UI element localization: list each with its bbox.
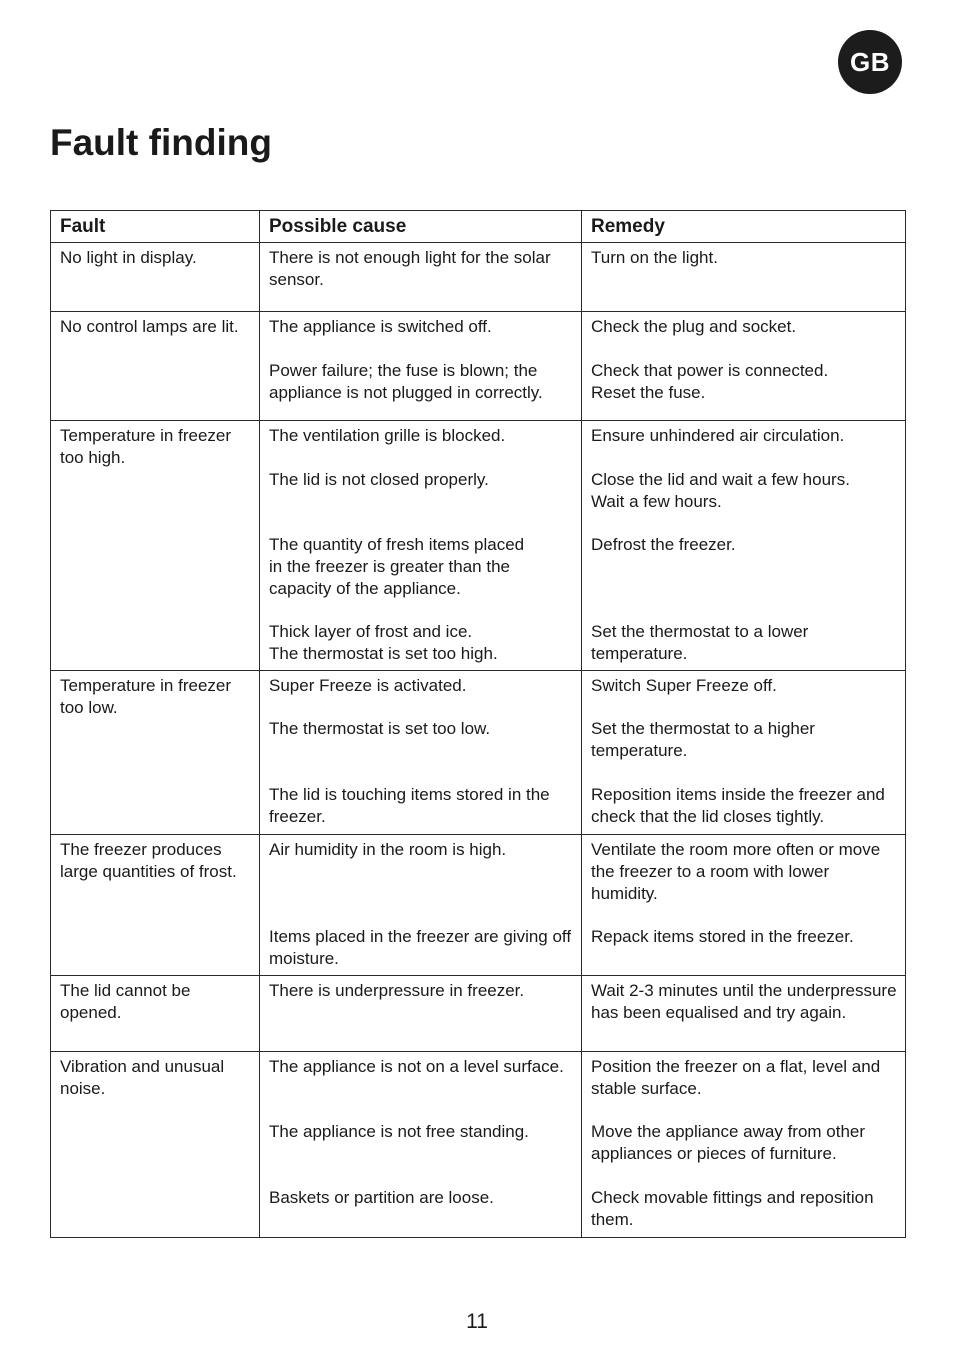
- cause-text: The lid is not closed properly.: [269, 470, 489, 489]
- fault-text: No light in display.: [60, 248, 197, 267]
- remedy-text: Repack items stored in the freezer.: [591, 927, 854, 946]
- cause-text: Items placed in the freezer are giving off moisture.: [269, 927, 572, 968]
- table-row: [51, 976, 906, 1052]
- cause-text: The ventilation grille is blocked.: [269, 426, 506, 445]
- cause-text: The appliance is not free standing.: [269, 1122, 529, 1141]
- cause-text: The thermostat is set too low.: [269, 719, 491, 738]
- cause-text: The appliance is not on a level surface.: [269, 1057, 564, 1076]
- header-possible-cause: Possible cause: [260, 211, 582, 243]
- remedy-text: Set the thermostat to a lower temperature.: [591, 622, 809, 663]
- remedy-cell: [582, 312, 906, 421]
- remedy-text: Check movable fittings and reposition them.: [591, 1188, 874, 1229]
- fault-cell: [51, 976, 260, 1052]
- cause-cell: [260, 312, 582, 421]
- cause-cell: [260, 671, 582, 835]
- cause-text: Baskets or partition are loose.: [269, 1188, 494, 1207]
- cause-cell: [260, 976, 582, 1052]
- cause-cell: [260, 1052, 582, 1238]
- remedy-text: Reposition items inside the freezer and check that the lid closes tightly.: [591, 785, 885, 826]
- cause-text: Thick layer of frost and ice. The thermostat is set too high.: [269, 622, 498, 663]
- cause-text: Air humidity in the room is high.: [269, 840, 507, 859]
- fault-text: No control lamps are lit.: [60, 317, 239, 336]
- fault-cell: [51, 421, 260, 671]
- fault-text: Vibration and unusual noise.: [60, 1057, 225, 1098]
- remedy-text: Move the appliance away from other appliances or pieces of furniture.: [591, 1122, 866, 1163]
- cause-text: There is underpressure in freezer.: [269, 981, 525, 1000]
- remedy-cell: [582, 1052, 906, 1238]
- table-body: [51, 243, 906, 1238]
- table-row: [51, 835, 906, 976]
- header-fault: Fault: [51, 211, 260, 243]
- cause-text: The quantity of fresh items placed in the freezer is greater than the capacity of the appliance.: [269, 535, 525, 598]
- remedy-text: Ensure unhindered air circulation.: [591, 426, 845, 445]
- remedy-text: Close the lid and wait a few hours. Wait a few hours.: [591, 470, 850, 511]
- table-row: [51, 421, 906, 671]
- table-row: [51, 1052, 906, 1238]
- remedy-text: Position the freezer on a flat, level and stable surface.: [591, 1057, 881, 1098]
- cause-cell: [260, 835, 582, 976]
- remedy-cell: [582, 671, 906, 835]
- fault-cell: [51, 243, 260, 312]
- remedy-text: Wait 2-3 minutes until the underpressure has been equalised and try again.: [591, 981, 897, 1022]
- header-remedy: Remedy: [582, 211, 906, 243]
- fault-cell: [51, 671, 260, 835]
- remedy-cell: [582, 421, 906, 671]
- fault-text: Temperature in freezer too low.: [60, 676, 232, 717]
- cause-cell: [260, 243, 582, 312]
- fault-text: The freezer produces large quantities of frost.: [60, 840, 237, 881]
- page-number: 11: [466, 1310, 488, 1333]
- remedy-cell: [582, 835, 906, 976]
- table-row: [51, 671, 906, 835]
- cause-text: Power failure; the fuse is blown; the appliance is not plugged in correctly.: [269, 361, 543, 402]
- remedy-text: Ventilate the room more often or move the freezer to a room with lower humidity.: [591, 840, 881, 903]
- fault-text: Temperature in freezer too high.: [60, 426, 232, 467]
- remedy-text: Switch Super Freeze off.: [591, 676, 777, 695]
- cause-text: Super Freeze is activated.: [269, 676, 467, 695]
- table-row: [51, 312, 906, 421]
- cause-text: The appliance is switched off.: [269, 317, 492, 336]
- cause-text: The lid is touching items stored in the freezer.: [269, 785, 550, 826]
- fault-finding-table: [50, 210, 906, 1238]
- table-row: [51, 243, 906, 312]
- remedy-text: Set the thermostat to a higher temperature.: [591, 719, 815, 760]
- fault-cell: [51, 1052, 260, 1238]
- remedy-cell: [582, 976, 906, 1052]
- page-title: Fault finding: [50, 122, 272, 163]
- cause-text: There is not enough light for the solar sensor.: [269, 248, 551, 289]
- remedy-text: Defrost the freezer.: [591, 535, 736, 554]
- remedy-text: Check that power is connected. Reset the fuse.: [591, 361, 829, 402]
- fault-cell: [51, 835, 260, 976]
- remedy-cell: [582, 243, 906, 312]
- cause-cell: [260, 421, 582, 671]
- fault-cell: [51, 312, 260, 421]
- table-header-row: [51, 211, 906, 243]
- language-badge: GB: [838, 30, 902, 94]
- remedy-text: Check the plug and socket.: [591, 317, 797, 336]
- remedy-text: Turn on the light.: [591, 248, 718, 267]
- fault-text: The lid cannot be opened.: [60, 981, 191, 1022]
